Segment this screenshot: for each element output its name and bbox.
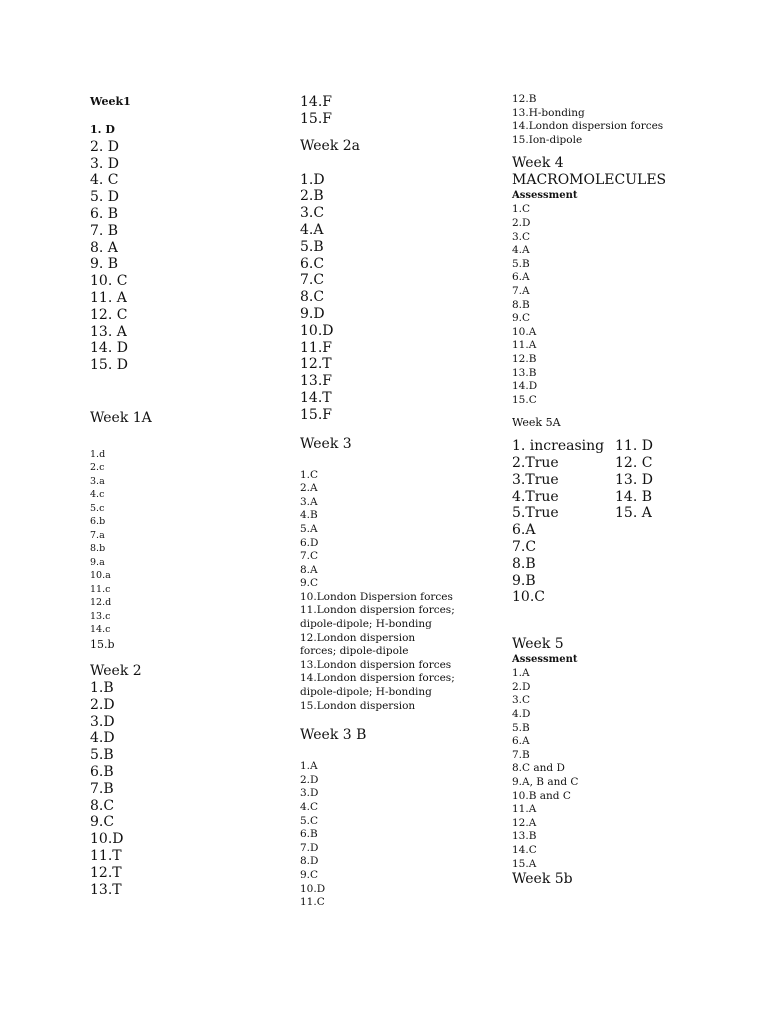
list-item: 2.D: [512, 216, 531, 229]
list-item: 15.F: [300, 406, 332, 423]
list-item: 8.B: [512, 298, 530, 311]
list-item: 11. A: [90, 289, 127, 306]
list-item: 5.B: [300, 238, 324, 255]
list-item: 11.A: [512, 803, 537, 816]
list-item: [512, 489, 752, 506]
answer-left: 2.True: [512, 455, 559, 472]
column-1: [90, 94, 280, 898]
list-item: 2.D: [90, 696, 115, 713]
week3b-title: Week 3 B: [300, 727, 367, 744]
answer-left: 3.True: [512, 471, 559, 488]
list-item: 13.T: [90, 881, 122, 898]
list-item: 6.A: [512, 271, 530, 284]
list-item: 6. B: [90, 205, 119, 222]
list-item: 3.A: [300, 495, 318, 508]
list-item: 10.D: [90, 831, 124, 848]
list-item: 13.B: [512, 366, 537, 379]
list-item: 10.London Dispersion forces: [300, 590, 453, 603]
list-item: 9.A, B and C: [512, 776, 579, 788]
week3-title: Week 3: [300, 435, 352, 452]
week2-title: Week 2: [90, 662, 142, 679]
list-item: dipole-dipole; H-bonding: [300, 686, 432, 699]
list-item: 14.D: [512, 380, 538, 393]
list-item: 7.a: [90, 529, 105, 541]
list-item: 12.B: [512, 93, 537, 105]
list-item: 15. D: [90, 357, 128, 374]
week1a-list: [90, 448, 280, 653]
week3-list: [300, 469, 500, 714]
list-item: 15.London dispersion: [300, 699, 416, 712]
list-item: 15.A: [512, 857, 537, 870]
list-item: 3.D: [300, 787, 319, 800]
list-item: 12.T: [90, 864, 122, 881]
list-item: 13.c: [90, 610, 111, 622]
list-item: 8.B: [512, 555, 536, 572]
list-item: 5.B: [90, 747, 114, 764]
list-item: 14.London dispersion forces;: [300, 672, 455, 685]
list-item: 4.D: [512, 708, 531, 721]
week3-continued-list: [512, 93, 752, 147]
week2-continued-list: [300, 94, 500, 128]
list-item: 13. A: [90, 323, 127, 340]
list-item: 9.B: [512, 572, 536, 589]
list-item: 7.C: [300, 272, 325, 289]
list-item: 13.F: [300, 373, 332, 390]
list-item: 5.C: [300, 814, 319, 827]
list-item: 9.C: [512, 312, 531, 325]
list-item: 14.F: [300, 94, 332, 110]
list-item: 8. A: [90, 239, 118, 256]
answer-left: 5.True: [512, 505, 559, 522]
week4-assessment-label: Assessment: [512, 190, 578, 202]
list-item: [512, 438, 752, 455]
list-item: 5.B: [512, 721, 530, 734]
list-item: 13.B: [512, 830, 537, 843]
week1-title: Week1: [90, 95, 131, 108]
list-item: 11.T: [90, 847, 122, 864]
list-item: 7. B: [90, 222, 119, 239]
list-item: 10.B and C: [512, 789, 571, 802]
list-item: 8.C: [300, 289, 325, 306]
list-item: 6.A: [512, 735, 530, 748]
list-item: [512, 455, 752, 472]
list-item: 11.c: [90, 583, 111, 595]
list-item: 4.D: [90, 730, 115, 747]
list-item: 4. C: [90, 172, 119, 189]
week4-title: Week 4: [512, 155, 564, 172]
list-item: 4.c: [90, 489, 105, 501]
answer-right: 11. D: [615, 438, 653, 455]
list-item: 3. D: [90, 155, 120, 172]
week2a-list: [300, 172, 500, 424]
list-item: 11.London dispersion forces;: [300, 604, 455, 617]
list-item: 15.C: [512, 393, 537, 406]
list-item: 7.B: [512, 748, 530, 761]
list-item: 7.C: [300, 550, 319, 563]
week5-list: [512, 667, 752, 871]
list-item: 11.A: [512, 339, 537, 352]
week1-list: [90, 122, 280, 374]
list-item: 1.d: [90, 448, 106, 460]
list-item: 1. D: [90, 123, 115, 136]
list-item: 3.a: [90, 475, 105, 487]
list-item: [512, 505, 752, 522]
list-item: 13.London dispersion forces: [300, 658, 452, 671]
list-item: 14.c: [90, 624, 111, 636]
list-item: 6.B: [90, 763, 114, 780]
week2-list: [90, 680, 280, 898]
list-item: 7.B: [90, 780, 114, 797]
list-item: 15.b: [90, 637, 115, 651]
list-item: dipole-dipole; H-bonding: [300, 618, 432, 631]
list-item: 6.D: [300, 536, 319, 549]
list-item: 1.A: [512, 667, 530, 680]
week5b-title: Week 5b: [512, 871, 573, 888]
list-item: 9.C: [300, 868, 319, 881]
list-item: 5.c: [90, 502, 105, 514]
list-item: 9.C: [300, 577, 319, 590]
week2a-title: Week 2a: [300, 137, 361, 154]
week1a-title: Week 1A: [90, 409, 152, 426]
week3b-list: [300, 760, 500, 910]
list-item: 5.B: [512, 257, 530, 270]
list-item: 3.C: [512, 230, 531, 243]
list-item: 14. D: [90, 340, 128, 357]
list-item: 15.Ion-dipole: [512, 133, 583, 146]
week4-subtitle: MACROMOLECULES: [512, 172, 667, 189]
column-3: [512, 93, 752, 888]
list-item: 9.C: [90, 814, 115, 831]
list-item: 14.T: [300, 389, 332, 406]
week5a-list: [512, 438, 752, 606]
list-item: 1.C: [512, 203, 531, 216]
list-item: 15.F: [300, 110, 332, 127]
list-item: 10. C: [90, 273, 128, 290]
list-item: 11.F: [300, 339, 332, 356]
list-item: 9. B: [90, 256, 119, 273]
list-item: 12.B: [512, 352, 537, 365]
answer-right: 13. D: [615, 471, 653, 488]
list-item: 10.A: [512, 325, 537, 338]
list-item: 12.London dispersion: [300, 631, 416, 644]
list-item: 12.A: [512, 816, 537, 829]
list-item: 8.D: [300, 855, 319, 868]
list-item: 9.D: [300, 305, 325, 322]
list-item: 2.B: [300, 188, 324, 205]
list-item: 12. C: [90, 306, 128, 323]
list-item: 11.C: [300, 896, 325, 909]
list-item: 6.A: [512, 522, 536, 539]
list-item: 1.C: [300, 468, 319, 481]
list-item: 9.a: [90, 556, 105, 568]
list-item: 7.D: [300, 841, 319, 854]
list-item: 4.A: [512, 244, 530, 257]
list-item: 3.D: [90, 713, 115, 730]
list-item: 1.B: [90, 679, 114, 696]
list-item: 8.C and D: [512, 762, 565, 775]
answer-right: 12. C: [615, 455, 653, 472]
list-item: 8.b: [90, 543, 106, 555]
column-2: [300, 94, 500, 910]
week5-title: Week 5: [512, 636, 564, 653]
list-item: 3.C: [300, 205, 325, 222]
list-item: 6.b: [90, 516, 106, 528]
week5-assessment-label: Assessment: [512, 654, 578, 666]
list-item: 5. D: [90, 189, 120, 206]
week4-list: [512, 203, 752, 407]
answer-left: 1. increasing: [512, 438, 605, 455]
list-item: 10.C: [512, 589, 545, 606]
answer-left: 4.True: [512, 488, 559, 505]
list-item: 1.D: [300, 171, 325, 188]
list-item: [512, 472, 752, 489]
list-item: 2. D: [90, 138, 120, 155]
list-item: 10.a: [90, 570, 111, 582]
list-item: 14.C: [512, 843, 537, 856]
list-item: 6.B: [300, 828, 318, 841]
list-item: 7.A: [512, 284, 530, 297]
list-item: 2.A: [300, 482, 318, 495]
list-item: 13.H-bonding: [512, 106, 585, 119]
list-item: 6.C: [300, 255, 325, 272]
list-item: 4.A: [300, 221, 324, 238]
list-item: 1.A: [300, 760, 318, 773]
list-item: 12.d: [90, 597, 112, 609]
list-item: 2.c: [90, 462, 105, 474]
answer-right: 15. A: [615, 505, 652, 522]
list-item: 5.A: [300, 522, 318, 535]
list-item: 8.C: [90, 797, 115, 814]
list-item: 12.T: [300, 356, 332, 373]
list-item: forces; dipole-dipole: [300, 645, 409, 658]
list-item: 14.London dispersion forces: [512, 120, 664, 133]
answer-right: 14. B: [615, 488, 653, 505]
list-item: 2.D: [300, 773, 319, 786]
week5a-title: Week 5A: [512, 416, 561, 430]
list-item: 10.D: [300, 322, 334, 339]
list-item: 3.C: [512, 694, 531, 707]
list-item: 7.C: [512, 539, 537, 556]
list-item: 2.D: [512, 680, 531, 693]
list-item: 8.A: [300, 563, 318, 576]
list-item: 4.C: [300, 801, 319, 814]
list-item: 4.B: [300, 509, 318, 522]
list-item: 10.D: [300, 882, 326, 895]
